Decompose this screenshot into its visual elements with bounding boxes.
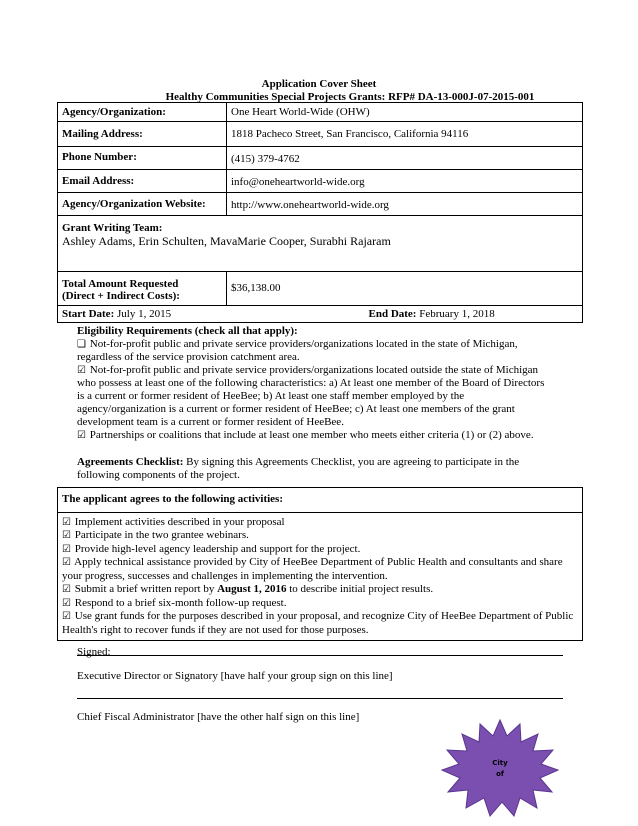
page-title: Application Cover Sheet	[261, 78, 377, 90]
agency-label: Agency/Organization:	[58, 103, 227, 122]
eligibility-item	[77, 364, 547, 429]
seal-star-shape	[442, 720, 558, 816]
phone-value: (415) 379-4762	[227, 147, 583, 170]
list-item	[62, 556, 578, 583]
activity-text: Provide high-level agency leadership and support for the project.	[74, 542, 361, 555]
page-subtitle: Healthy Communities Special Projects Grants: RFP# DA-13-000J-07-2015-001	[165, 91, 535, 103]
signature-line-1[interactable]	[77, 655, 563, 656]
eligibility-item-text: Not-for-profit public and private service providers/organizations located outside the state of Michigan who possess at least one of the following characteristics: a) At least one member of the Board of Directors is a current or former resident of HeeBee; b) At least one staff member employed by the agency/organization is a current or former resident of HeeBee; c) At least one members of the grant development team is a current or former resident of HeeBee.	[77, 364, 545, 428]
checked-box-icon: ☑	[62, 611, 71, 622]
checked-box-icon: ☑	[62, 516, 71, 528]
activity-text: Implement activities described in your proposal	[74, 515, 285, 528]
agency-info-table	[57, 102, 583, 323]
eligibility-item	[77, 338, 547, 364]
website-label: Agency/Organization Website:	[58, 193, 227, 216]
signature-caption-1: Executive Director or Signatory [have half your group sign on this line]	[77, 670, 393, 682]
phone-label: Phone Number:	[58, 147, 227, 170]
checked-box-icon: ☑	[77, 430, 86, 441]
start-date-label: Start Date:	[62, 308, 115, 320]
table-row	[58, 103, 583, 122]
table-row	[58, 216, 583, 272]
agency-value: One Heart World-Wide (OHW)	[227, 103, 583, 122]
dates-cell	[58, 306, 583, 323]
checked-box-icon: ☑	[62, 543, 71, 555]
end-date-value: February 1, 2018	[419, 308, 495, 320]
list-item	[62, 597, 578, 611]
table-row	[58, 272, 583, 306]
report-deadline: August 1, 2016	[217, 583, 287, 595]
eligibility-item	[77, 429, 547, 442]
eligibility-heading: Eligibility Requirements (check all that apply):	[77, 325, 298, 337]
signature-line-2[interactable]	[77, 698, 563, 699]
table-row	[58, 147, 583, 170]
seal-text-line2: of	[496, 770, 504, 778]
total-value: $36,138.00	[227, 272, 583, 306]
list-item	[62, 529, 578, 543]
activity-text: to describe initial project results.	[286, 583, 434, 595]
list-item	[62, 516, 578, 530]
mailing-label: Mailing Address:	[58, 122, 227, 147]
agreements-heading: Agreements Checklist:	[77, 456, 184, 468]
list-item	[62, 583, 578, 597]
eligibility-section	[77, 325, 547, 442]
activities-table	[57, 487, 583, 641]
mailing-value: 1818 Pacheco Street, San Francisco, California 94116	[227, 122, 583, 147]
checked-box-icon: ☑	[62, 530, 71, 541]
activity-text: Participate in the two grantee webinars.	[74, 529, 249, 541]
table-row	[58, 512, 583, 641]
table-row	[58, 170, 583, 193]
total-label	[58, 272, 227, 306]
activities-heading: The applicant agrees to the following activities:	[58, 488, 583, 513]
table-row	[58, 193, 583, 216]
list-item	[62, 610, 578, 637]
checked-box-icon: ☑	[77, 365, 86, 376]
agreements-intro-text: By signing this Agreements Checklist, you are agreeing to participate in the following components of the project.	[77, 456, 520, 481]
checked-box-icon: ☑	[62, 584, 71, 595]
grant-team-label: Grant Writing Team:	[62, 222, 163, 234]
grant-team-value: Ashley Adams, Erin Schulten, MavaMarie Cooper, Surabhi Rajaram	[62, 234, 391, 248]
eligibility-item-text: Not-for-profit public and private service providers/organizations located in the state of Michigan, regardless of the service provision catchment area.	[77, 338, 518, 363]
checked-box-icon: ☑	[62, 597, 71, 609]
table-row	[58, 488, 583, 513]
activity-text: Use grant funds for the purposes described in your proposal, and recognize City of HeeBee Department of Public Health's right to recover funds if they are not used for those purposes.	[62, 610, 574, 636]
table-row	[58, 122, 583, 147]
email-value: info@oneheartworld-wide.org	[227, 170, 583, 193]
activities-list	[58, 512, 583, 641]
table-row	[58, 306, 583, 323]
website-value: http://www.oneheartworld-wide.org	[227, 193, 583, 216]
checked-box-icon: ☑	[62, 557, 71, 568]
signed-label: Signed:	[77, 646, 111, 658]
signature-caption-2: Chief Fiscal Administrator [have the other half sign on this line]	[77, 711, 360, 723]
activity-text: Respond to a brief six-month follow-up request.	[74, 596, 287, 609]
total-label-line1: Total Amount Requested	[62, 278, 179, 290]
email-label: Email Address:	[58, 170, 227, 193]
activity-text: Apply technical assistance provided by City of HeeBee Department of Public Health and consultants and share your progress, successes and challenges in implementing the intervention.	[62, 556, 563, 582]
activity-text: Submit a brief written report by	[74, 583, 218, 595]
start-date-value: July 1, 2015	[116, 308, 172, 320]
end-date-label: End Date:	[368, 308, 417, 320]
city-seal	[440, 718, 560, 818]
agreements-intro	[77, 456, 547, 482]
eligibility-item-text: Partnerships or coalitions that include at least one member who meets either criteria (1) or (2) above.	[89, 429, 534, 441]
grant-team-cell	[58, 216, 583, 272]
empty-checkbox-icon: ❑	[77, 339, 86, 350]
list-item	[62, 543, 578, 557]
total-label-line2: (Direct + Indirect Costs):	[62, 290, 180, 302]
seal-text-line1: City	[492, 759, 508, 767]
